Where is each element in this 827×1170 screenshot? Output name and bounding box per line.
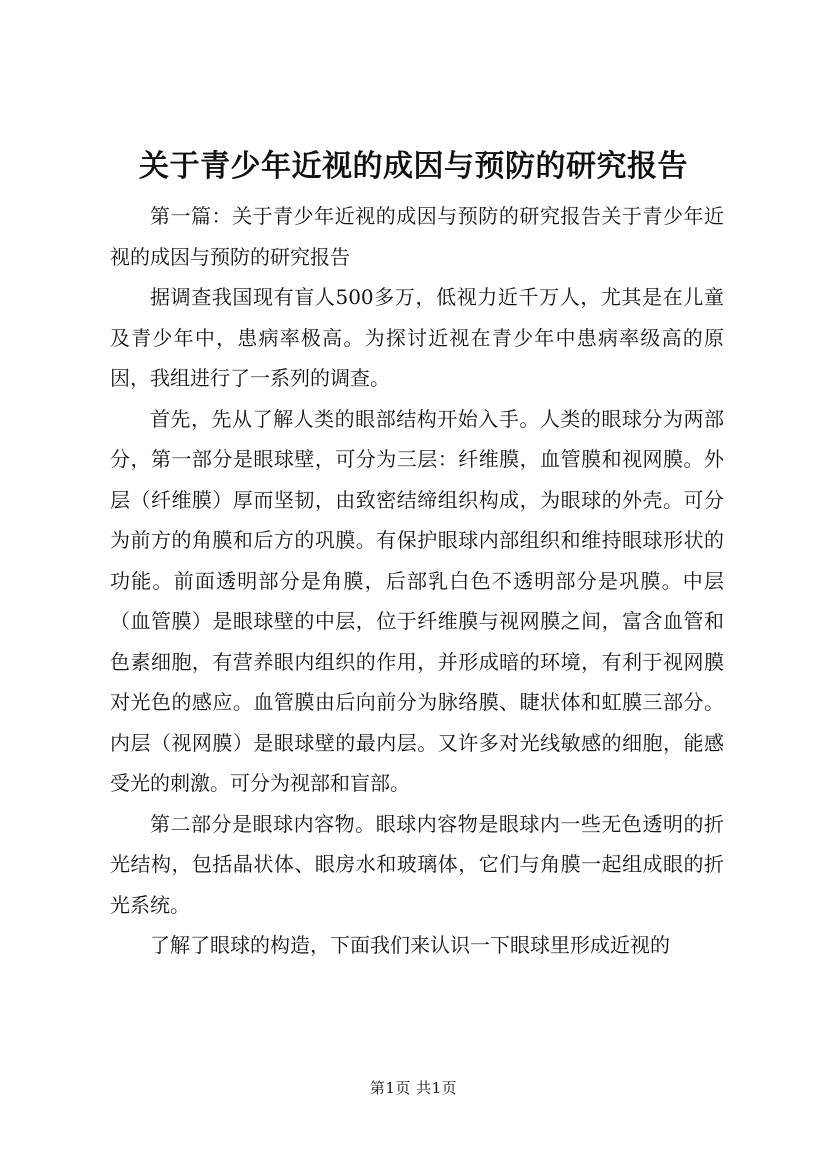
paragraph-1: 第一篇：关于青少年近视的成因与预防的研究报告关于青少年近视的成因与预防的研究报告	[110, 204, 724, 269]
paragraph-5: 了解了眼球的构造，下面我们来认识一下眼球里形成近视的	[150, 933, 670, 957]
page-number-footer: 第1页 共1页	[369, 1079, 458, 1097]
paragraph-2: 据调查我国现有盲人500多万，低视力近千万人，尤其是在儿童及青少年中，患病率极高。为探讨近视在青少年中患病率级高的原因，我组进行了一系列的调查。	[110, 285, 724, 390]
document-title: 关于青少年近视的成因与预防的研究报告	[139, 149, 688, 184]
document-body	[110, 196, 724, 966]
paragraph-3: 首先，先从了解人类的眼部结构开始入手。人类的眼球分为两部分，第一部分是眼球壁，可分为三层：纤维膜，血管膜和视网膜。外层（纤维膜）厚而坚韧，由致密结缔组织构成，为眼球的外壳。可分为前方的角膜和后方的巩膜。有保护眼球内部组织和维持眼球形状的功能。前面透明部分是角膜，后部乳白色不透明部分是巩膜。中层（血管膜）是眼球壁的中层，位于纤维膜与视网膜之间，富含血管和色素细胞，有营养眼内组织的作用，并形成暗的环境，有利于视网膜对光色的感应。血管膜由后向前分为脉络膜、睫状体和虹膜三部分。内层（视网膜）是眼球壁的最内层。又许多对光线敏感的细胞，能感受光的刺激。可分为视部和盲部。	[110, 406, 724, 795]
paragraph-4: 第二部分是眼球内容物。眼球内容物是眼球内一些无色透明的折光结构，包括晶状体、眼房水和玻璃体，它们与角膜一起组成眼的折光系统。	[110, 811, 724, 917]
